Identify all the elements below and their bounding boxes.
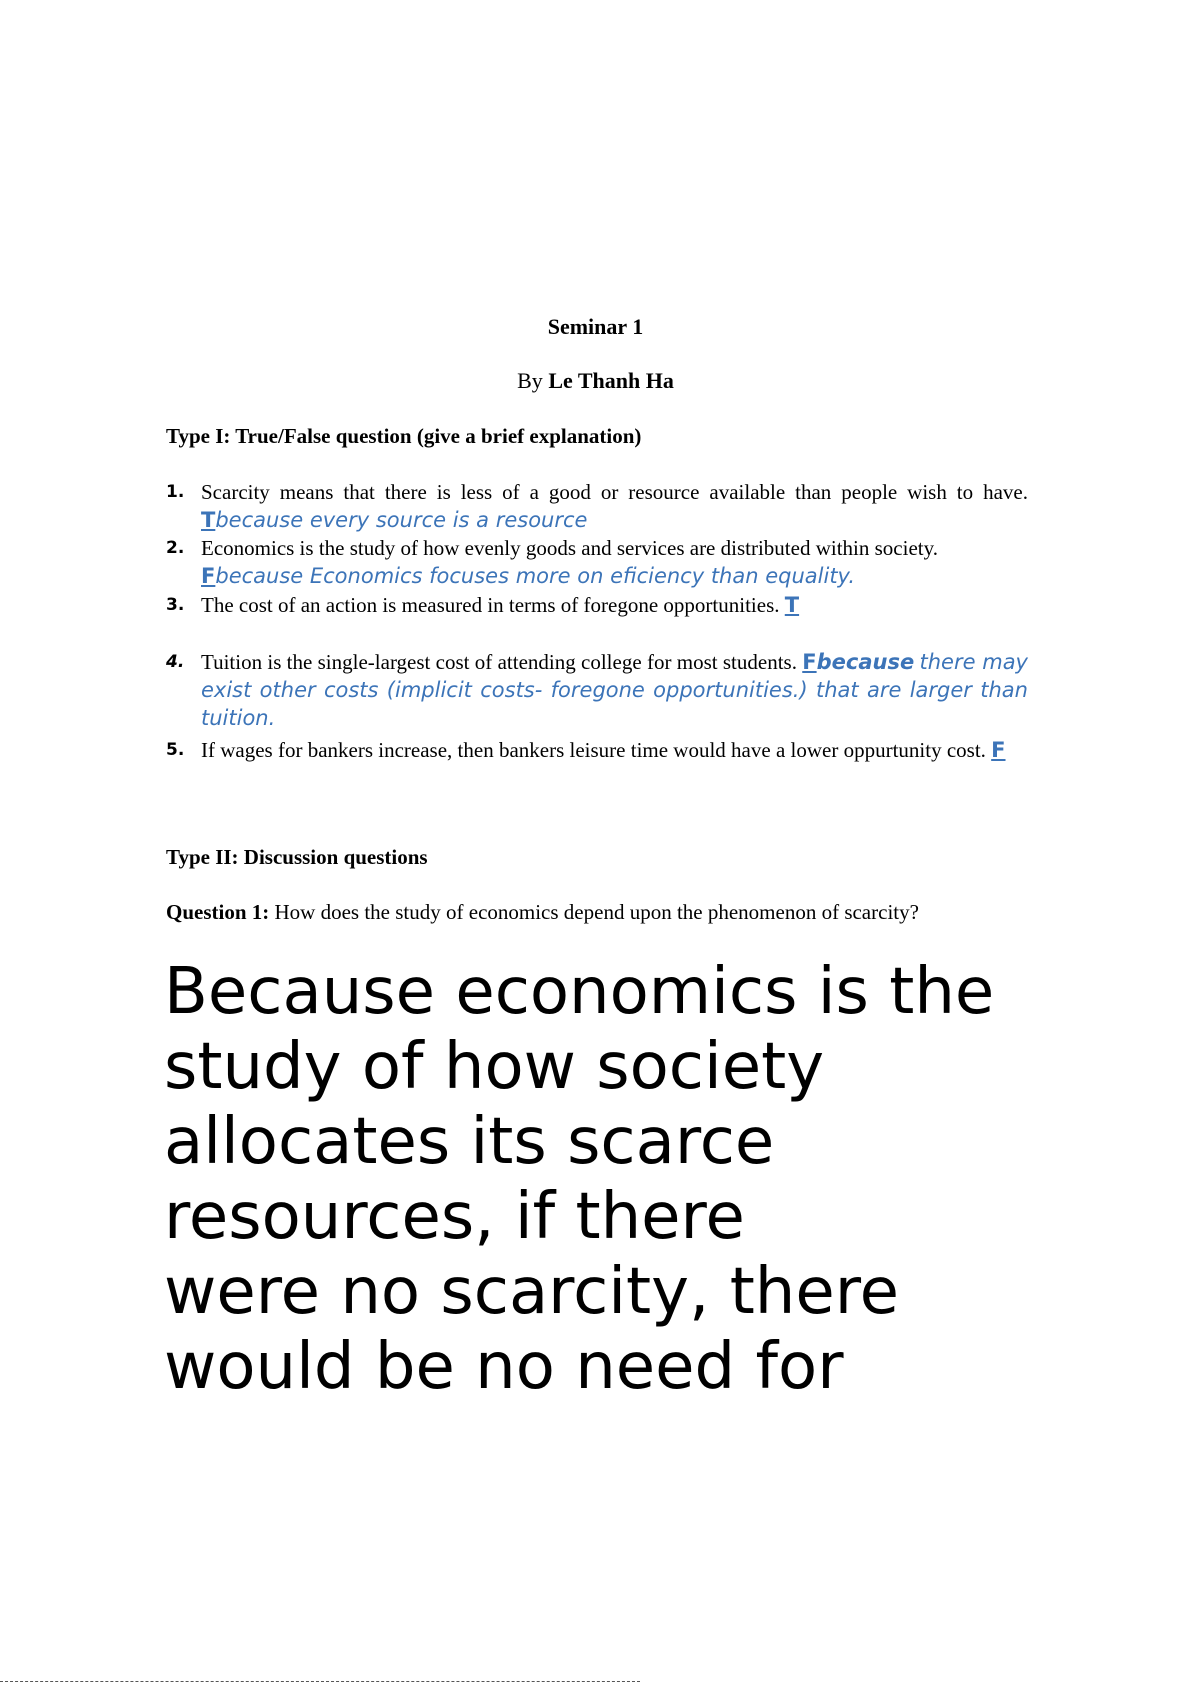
author-line — [0, 368, 1191, 394]
tf-item-3 — [166, 591, 1028, 621]
item-text: Tuition is the single-largest cost of attending college for most students. — [201, 650, 797, 674]
tf-item-4 — [166, 648, 1028, 732]
answer-mark: F — [201, 564, 216, 588]
answer-explanation: there may exist other costs (implicit costs- foregone opportunities.) that are larger than tuition. — [201, 650, 1028, 730]
answer-because: because — [816, 650, 915, 674]
item-text: The cost of an action is measured in terms of foregone opportunities. — [201, 593, 780, 617]
item-number: 4. — [166, 652, 185, 672]
type1-heading: Type I: True/False question (give a brief explanation) — [166, 424, 642, 448]
question-1-label: Question 1: — [166, 900, 270, 924]
question-1-text: How does the study of economics depend upon the phenomenon of scarcity? — [274, 900, 919, 924]
tf-item-5 — [166, 736, 1028, 792]
answer-line: would be no need for — [164, 1330, 844, 1404]
answer-line: Because economics is the — [164, 955, 995, 1029]
tf-item-1 — [166, 478, 1028, 534]
answer-mark: T — [201, 508, 216, 532]
author-name: Le Thanh Ha — [548, 368, 674, 393]
item-number: 3. — [166, 595, 185, 615]
item-number: 2. — [166, 538, 185, 558]
answer-line: were no scarcity, there — [164, 1255, 899, 1329]
answer-line: resources, if there — [164, 1180, 745, 1254]
answer-explanation: because Economics focuses more on eficiency than equality. — [215, 564, 856, 588]
item-text: Scarcity means that there is less of a good or resource available than people wish to have. — [201, 480, 1028, 504]
item-text: If wages for bankers increase, then bankers leisure time would have a lower oppurtunity cost. — [201, 738, 986, 762]
answer-mark: T — [784, 593, 800, 617]
item-text: Economics is the study of how evenly goods and services are distributed within society. — [201, 536, 938, 560]
answer-line: study of how society — [164, 1030, 825, 1104]
answer-line: allocates its scarce — [164, 1105, 775, 1179]
answer-mark: F — [802, 650, 817, 674]
page-bottom-rule — [0, 1681, 640, 1682]
type2-heading: Type II: Discussion questions — [166, 845, 428, 869]
document-title: Seminar 1 — [547, 314, 644, 339]
author-prefix: By — [517, 368, 543, 393]
answer-large-text — [164, 955, 1064, 1405]
tf-item-2 — [166, 534, 1028, 590]
item-number: 5. — [166, 740, 185, 760]
question-1 — [166, 900, 919, 925]
answer-mark: F — [991, 738, 1006, 762]
answer-explanation: because every source is a resource — [215, 508, 588, 532]
item-number: 1. — [166, 482, 185, 502]
